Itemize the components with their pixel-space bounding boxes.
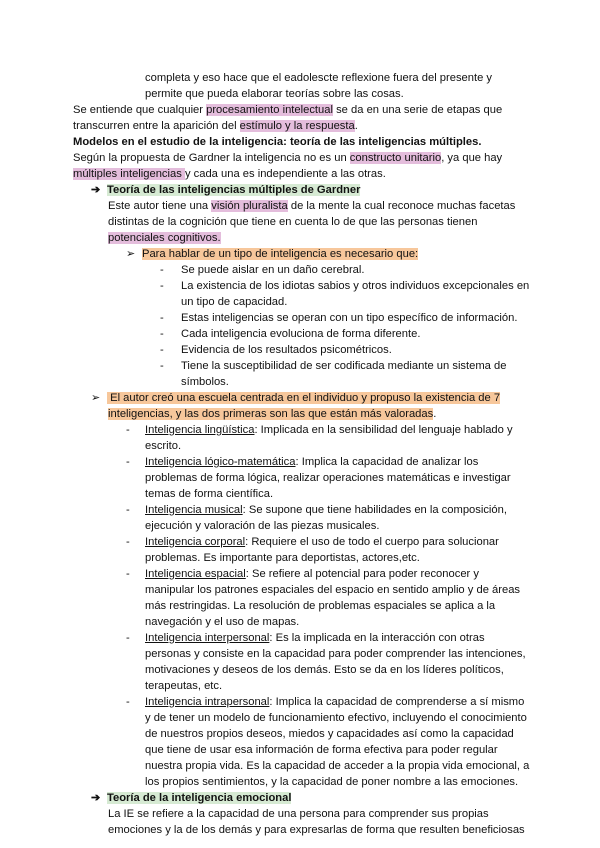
list-item: ejecución y valoración de las piezas musicales.	[145, 520, 380, 532]
list-item: Inteligencia lógico-matemática: Implica la capacidad de analizar los	[145, 456, 479, 468]
list-item: terapeutas, etc.	[145, 680, 223, 692]
text-line: emociones y la de los demás y para expresarlas de forma que resulten beneficiosas	[108, 824, 525, 836]
list-item: escrito.	[145, 440, 182, 452]
list-item: de nuestros propios deseos, miedos y capacidades así como la capacidad	[145, 728, 514, 740]
dash-bullet-icon: -	[126, 632, 130, 644]
bullet-requirements: ➢ Para hablar de un tipo de inteligencia es necesario que:	[126, 248, 419, 260]
dash-bullet-icon: -	[126, 696, 130, 708]
list-item: Inteligencia musical: Se supone que tiene habilidades en la composición,	[145, 504, 507, 516]
list-item: Evidencia de los resultados psicométricos.	[181, 344, 392, 356]
list-item: motivaciones y deseos de los demás. Esto se da en los líderes políticos,	[145, 664, 504, 676]
dash-bullet-icon: -	[126, 504, 130, 516]
text-line: múltiples inteligencias y cada una es independiente a las otras.	[73, 168, 386, 180]
list-item: Inteligencia espacial: Se refiere al potencial para poder reconocer y	[145, 568, 479, 580]
list-item: Inteligencia lingüística: Implicada en la sensibilidad del lenguaje hablado y	[145, 424, 513, 436]
list-item: Cada inteligencia evoluciona de forma diferente.	[181, 328, 421, 340]
list-item: navegación y el uso de mapas.	[145, 616, 300, 628]
list-item: manipular los patrones espaciales del espacio en sentido amplio y de áreas	[145, 584, 521, 596]
highlight: inteligencias, y las dos primeras son las que están más valoradas	[108, 408, 434, 420]
arrow-icon: ➔	[91, 184, 101, 196]
list-item: Inteligencia corporal: Requiere el uso de todo el cuerpo para solucionar	[145, 536, 499, 548]
list-item: un tipo de capacidad.	[181, 296, 288, 308]
list-item: símbolos.	[181, 376, 229, 388]
dash-bullet-icon: -	[160, 360, 164, 372]
highlight: estímulo y la respuesta	[239, 120, 355, 132]
list-item: Inteligencia interpersonal: Es la implicada en la interacción con otras	[145, 632, 485, 644]
dash-bullet-icon: -	[160, 312, 164, 324]
list-item: nuestra propia vida. Es la capacidad de acceder a la propia vida emocional, a	[145, 760, 530, 772]
highlight: visión pluralista	[211, 200, 288, 212]
list-item: Tiene la susceptibilidad de ser codificada mediante un sistema de	[181, 360, 507, 372]
subheading-gardner: ➔ Teoría de las inteligencias múltiples de Gardner	[91, 184, 361, 196]
list-item: que tiene de usar esa información de forma efectiva para poder regular	[145, 744, 498, 756]
list-item: personas y consiste en la capacidad para poder comprender las intenciones,	[145, 648, 526, 660]
bullet-author: ➢ El autor creó una escuela centrada en el individuo y propuso la existencia de 7	[91, 392, 501, 404]
text-line: distintas de la cognición que tiene en cuenta lo de que las personas tienen	[108, 216, 478, 228]
dash-bullet-icon: -	[160, 264, 164, 276]
text-line: Este autor tiene una visión pluralista de la mente la cual reconoce muchas facetas	[108, 200, 516, 212]
list-item: Inteligencia intrapersonal: Implica la capacidad de comprenderse a sí mismo	[145, 696, 525, 708]
triangle-bullet-icon: ➢	[126, 248, 136, 260]
dash-bullet-icon: -	[126, 456, 130, 468]
highlight: múltiples inteligencias	[73, 168, 185, 180]
dash-bullet-icon: -	[160, 280, 164, 292]
list-item: temas de forma científica.	[145, 488, 274, 500]
list-item: Estas inteligencias se operan con un tipo específico de información.	[181, 312, 518, 324]
text-line: permite que pueda elaborar teorías sobre las cosas.	[145, 88, 404, 100]
triangle-bullet-icon: ➢	[91, 392, 101, 404]
list-item: problemas de forma lógica, realizar operaciones matemáticas e investigar	[145, 472, 511, 484]
section-heading: Modelos en el estudio de la inteligencia: teoría de las inteligencias múltiples.	[73, 136, 482, 148]
highlight: potenciales cognitivos.	[108, 232, 221, 244]
dash-bullet-icon: -	[126, 536, 130, 548]
list-item: y de tener un modelo de funcionamiento efectivo, incluyendo el conocimiento	[145, 712, 527, 724]
dash-bullet-icon: -	[160, 344, 164, 356]
list-item: La existencia de los idiotas sabios y otros individuos excepcionales en	[181, 280, 530, 292]
dash-bullet-icon: -	[126, 424, 130, 436]
text-line	[108, 230, 221, 246]
text-line: completa y eso hace que el eadolescte reflexione fuera del presente y	[145, 72, 493, 84]
highlight: procesamiento intelectual	[206, 104, 333, 116]
text-line: Se entiende que cualquier procesamiento intelectual se da en una serie de etapas que	[73, 104, 503, 116]
list-item: problemas. Es importante para deportistas, actores,etc.	[145, 552, 420, 564]
text-line: transcurren entre la aparición del estímulo y la respuesta.	[73, 120, 358, 132]
text-line: inteligencias, y las dos primeras son las que están más valoradas.	[108, 408, 437, 420]
list-item: más restringidas. La resolución de problemas espaciales se aplica a la	[145, 600, 496, 612]
subheading-emotional: ➔ Teoría de la inteligencia emocional	[91, 792, 292, 804]
text-line: Según la propuesta de Gardner la inteligencia no es un constructo unitario, ya que hay	[73, 152, 503, 164]
dash-bullet-icon: -	[160, 328, 164, 340]
dash-bullet-icon: -	[126, 568, 130, 580]
text-line: La IE se refiere a la capacidad de una persona para comprender sus propias	[108, 808, 489, 820]
list-item: Se puede aislar en un daño cerebral.	[181, 264, 365, 276]
highlight: constructo unitario	[349, 152, 442, 164]
list-item: los propios sentimientos, y la capacidad de poner nombre a las emociones.	[145, 776, 519, 788]
arrow-icon: ➔	[91, 792, 101, 804]
